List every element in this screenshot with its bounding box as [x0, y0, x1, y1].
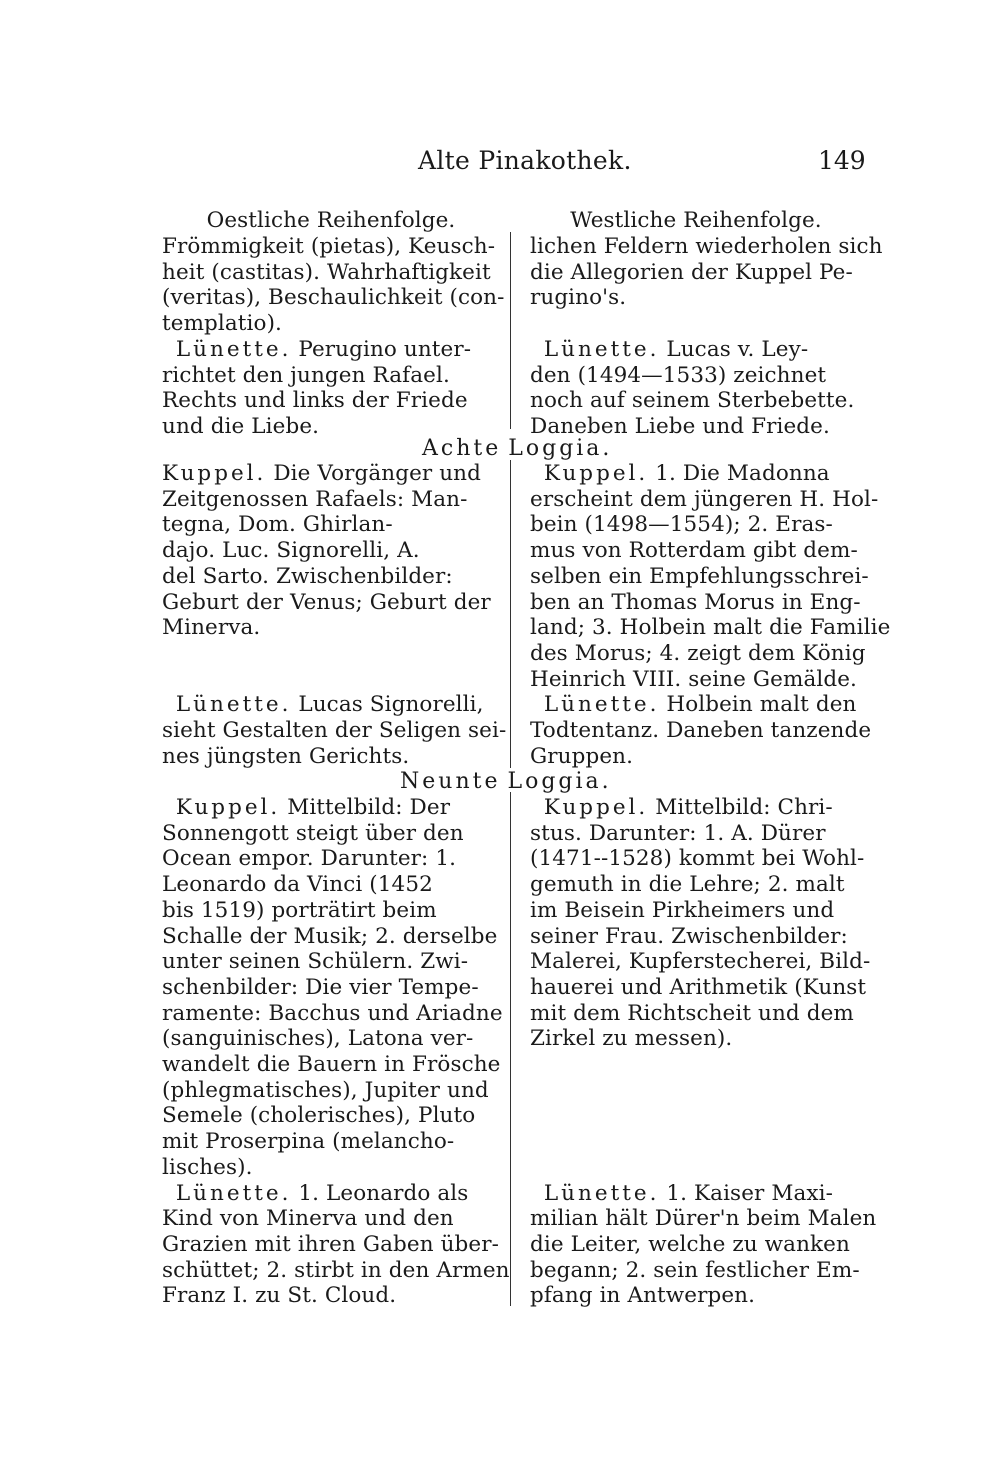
text-line: schüttet; 2. stirbt in den Armen [162, 1257, 510, 1283]
text-line: mit dem Richtscheit und dem [530, 1000, 854, 1026]
text-line: Heinrich VIII. seine Gemälde. [530, 666, 857, 692]
lunette-label: Lünette. [175, 336, 292, 362]
text-line: Perugino unter- [291, 336, 472, 362]
kuppel-label: Kuppel. [543, 461, 649, 486]
text-line: Todtentanz. Daneben tanzende [530, 718, 872, 744]
text-line: Leonardo da Vinci (1452 [162, 872, 433, 898]
text-line: Mittelbild: Der [280, 795, 451, 820]
text-line: Schalle der Musik; 2. derselbe [162, 923, 498, 949]
text-line: pfang in Antwerpen. [530, 1283, 756, 1309]
text-line: Franz I. zu St. Cloud. [162, 1283, 397, 1309]
text-line: heit (castitas). Wahrhaftigkeit [162, 259, 491, 285]
text-line: richtet den jungen Rafael. [162, 362, 450, 388]
right-section-1 [530, 234, 883, 440]
text-line: Gruppen. [530, 743, 634, 769]
page-number: 149 [818, 146, 866, 175]
text-line: Ocean empor. Darunter: 1. [162, 846, 457, 872]
text-line: 1. Leonardo als [291, 1180, 469, 1206]
text-line: 1. Die Madonna [648, 461, 830, 486]
lunette-label: Lünette. [175, 1180, 292, 1206]
text-line: ramente: Bacchus und Ariadne [162, 1000, 503, 1026]
text-line: Mittelbild: Chri- [648, 795, 833, 820]
text-line: Zeitgenossen Rafaels: Man- [162, 486, 468, 512]
text-line: begann; 2. sein festlicher Em- [530, 1257, 860, 1283]
text-line: ben an Thomas Morus in Eng- [530, 589, 861, 615]
text-line: lichen Feldern wiederholen sich [530, 234, 883, 259]
left-section-2 [162, 461, 506, 769]
lunette-label: Lünette. [543, 1180, 660, 1206]
left-column-title: Oestliche Reihenfolge. [206, 208, 456, 233]
text-line: Kind von Minerva und den [162, 1206, 454, 1232]
section-heading-achte-loggia: Achte Loggia. [422, 436, 613, 461]
text-line: land; 3. Holbein malt die Familie [530, 615, 891, 641]
text-line: (sanguinisches), Latona ver- [162, 1026, 474, 1052]
text-line: wandelt die Bauern in Frösche [162, 1052, 501, 1078]
text-line: nes jüngsten Gerichts. [162, 743, 410, 769]
right-column-title: Westliche Reihenfolge. [570, 208, 822, 233]
text-line: tegna, Dom. Ghirlan- [162, 512, 393, 538]
text-line: Frömmigkeit (pietas), Keusch- [162, 234, 496, 259]
text-line: rugino's. [530, 285, 627, 311]
text-line: Geburt der Venus; Geburt der [162, 589, 491, 615]
text-line: die Leiter, welche zu wanken [530, 1231, 850, 1257]
right-section-2 [530, 461, 890, 769]
text-line: (veritas), Beschaulichkeit (con- [162, 285, 505, 311]
text-line: und die Liebe. [162, 413, 320, 439]
text-line: des Morus; 4. zeigt dem König [530, 640, 866, 666]
text-line: 1. Kaiser Maxi- [659, 1180, 833, 1206]
text-line: bein (1498—1554); 2. Eras- [530, 512, 833, 538]
text-line: sieht Gestalten der Seligen sei- [162, 718, 507, 744]
text-line: unter seinen Schülern. Zwi- [162, 949, 469, 975]
text-line: erscheint dem jüngeren H. Hol- [530, 486, 879, 512]
text-line: Zirkel zu messen). [530, 1026, 733, 1052]
text-line: Rechts und links der Friede [162, 388, 468, 414]
column-divider [510, 232, 511, 429]
text-line: Holbein malt den [659, 692, 857, 718]
column-divider [510, 792, 511, 1306]
lunette-label: Lünette. [175, 692, 292, 718]
left-section-3 [162, 795, 510, 1309]
text-line: milian hält Dürer'n beim Malen [530, 1206, 877, 1232]
text-line: den (1494—1533) zeichnet [530, 362, 827, 388]
text-line: Semele (cholerisches), Pluto [162, 1103, 476, 1129]
text-line: die Allegorien der Kuppel Pe- [530, 259, 853, 285]
text-line: gemuth in die Lehre; 2. malt [530, 872, 845, 898]
text-line: Die Vorgänger und [266, 461, 481, 486]
left-section-1 [162, 234, 505, 440]
text-line: im Beisein Pirkheimers und [530, 897, 835, 923]
column-divider [510, 460, 511, 768]
text-line: Lucas Signorelli, [291, 692, 484, 718]
right-section-3 [530, 795, 876, 1309]
text-line: Malerei, Kupferstecherei, Bild- [530, 949, 871, 975]
text-line: noch auf seinem Sterbebette. [530, 388, 855, 414]
text-line: Minerva. [162, 615, 261, 641]
running-title: Alte Pinakothek. [418, 146, 632, 175]
text-line: Sonnengott steigt über den [162, 820, 464, 846]
text-line: del Sarto. Zwischenbilder: [162, 563, 453, 589]
text-line: templatio). [162, 311, 282, 337]
kuppel-label: Kuppel. [175, 795, 281, 820]
text-line: (phlegmatisches), Jupiter und [162, 1077, 489, 1103]
text-line: Lucas v. Ley- [659, 336, 809, 362]
text-line: mus von Rotterdam gibt dem- [530, 538, 858, 564]
text-line: (1471--1528) kommt bei Wohl- [530, 846, 865, 872]
text-line: seiner Frau. Zwischenbilder: [530, 923, 848, 949]
text-line: Daneben Liebe und Friede. [530, 413, 830, 439]
lunette-label: Lünette. [543, 336, 660, 362]
text-line: Grazien mit ihren Gaben über- [162, 1231, 499, 1257]
text-line: schenbilder: Die vier Tempe- [162, 974, 479, 1000]
text-line: selben ein Empfehlungsschrei- [530, 563, 869, 589]
lunette-label: Lünette. [543, 692, 660, 718]
text-line: dajo. Luc. Signorelli, A. [162, 538, 420, 564]
text-line: lisches). [162, 1154, 253, 1180]
text-line: mit Proserpina (melancho- [162, 1129, 455, 1155]
section-heading-neunte-loggia: Neunte Loggia. [400, 769, 612, 794]
text-line: stus. Darunter: 1. A. Dürer [530, 820, 826, 846]
kuppel-label: Kuppel. [543, 795, 649, 820]
kuppel-label: Kuppel. [162, 461, 267, 486]
text-line: hauerei und Arithmetik (Kunst [530, 974, 867, 1000]
text-line: bis 1519) porträtirt beim [162, 897, 437, 923]
